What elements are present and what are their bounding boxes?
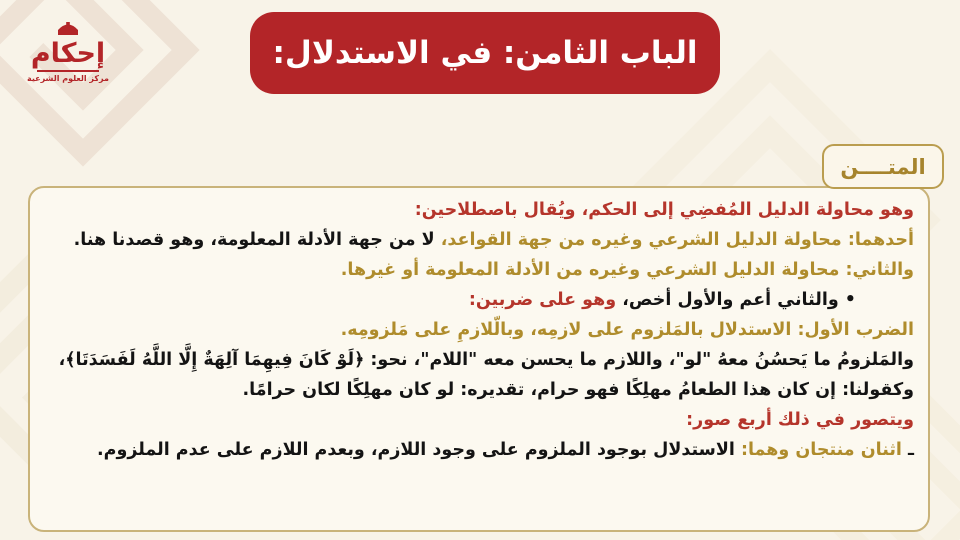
text-segment: ويتصور في ذلك أربع صور:	[686, 410, 914, 430]
logo-subtitle: مركز العلوم الشرعية	[27, 74, 109, 83]
matn-label-text: المتــــن	[840, 154, 926, 179]
text-segment: وهو محاولة الدليل المُفضِي إلى الحكم، ويُقال باصطلاحين:	[414, 200, 914, 220]
text-segment: والثاني: محاولة الدليل الشرعي وغيره من الأدلة المعلومة أو غيرها.	[340, 260, 914, 280]
chapter-banner	[250, 12, 720, 94]
ihkam-logo	[18, 20, 118, 83]
bullet-marker: •	[838, 290, 856, 310]
text-segment: الاستدلال بوجود الملزوم على وجود اللازم، وبعدم اللازم على عدم الملزوم.	[97, 440, 735, 460]
matn-paragraph	[44, 225, 914, 255]
text-segment: أحدهما: محاولة الدليل الشرعي وغيره من جهة القواعد،	[434, 230, 914, 250]
text-segment: ـ	[901, 440, 914, 460]
matn-box	[28, 186, 930, 532]
matn-paragraph	[44, 435, 914, 465]
matn-text	[44, 195, 914, 465]
chapter-title: الباب الثامن: في الاستدلال:	[272, 35, 698, 71]
text-segment: وهو على ضربين:	[468, 290, 617, 310]
logo-divider	[37, 70, 99, 72]
text-segment: لا من جهة الأدلة المعلومة، وهو قصدنا هنا.	[73, 230, 435, 250]
text-segment: اثنان منتجان وهما:	[734, 440, 902, 460]
matn-paragraph	[44, 345, 914, 405]
logo-dome-icon	[55, 22, 81, 35]
matn-paragraph	[44, 195, 914, 225]
matn-paragraph	[44, 285, 914, 315]
text-segment: الضرب الأول: الاستدلال بالمَلزوم على لازمِه، وبالّلازمِ على مَلزومِه.	[340, 320, 914, 340]
matn-label	[822, 144, 944, 189]
matn-paragraph	[44, 255, 914, 285]
logo-name: إحكام	[30, 38, 106, 69]
text-segment: والثاني أعم والأول أخص،	[616, 290, 839, 310]
text-segment: والمَلزومُ ما يَحسُنُ معهُ "لو"، واللازم ما يحسن معه "اللام"، نحو: ﴿لَوْ كَانَ فِيهِمَا آلِهَةٌ إِلَّا اللَّهُ لَفَسَدَتَا﴾، وكقولنا: إن كان هذا الطعامُ مهلِكًا فهو حرام، تقديره: لو كان مهلِكًا لكان حرامًا.	[58, 350, 914, 400]
matn-paragraph	[44, 405, 914, 435]
matn-paragraph	[44, 315, 914, 345]
